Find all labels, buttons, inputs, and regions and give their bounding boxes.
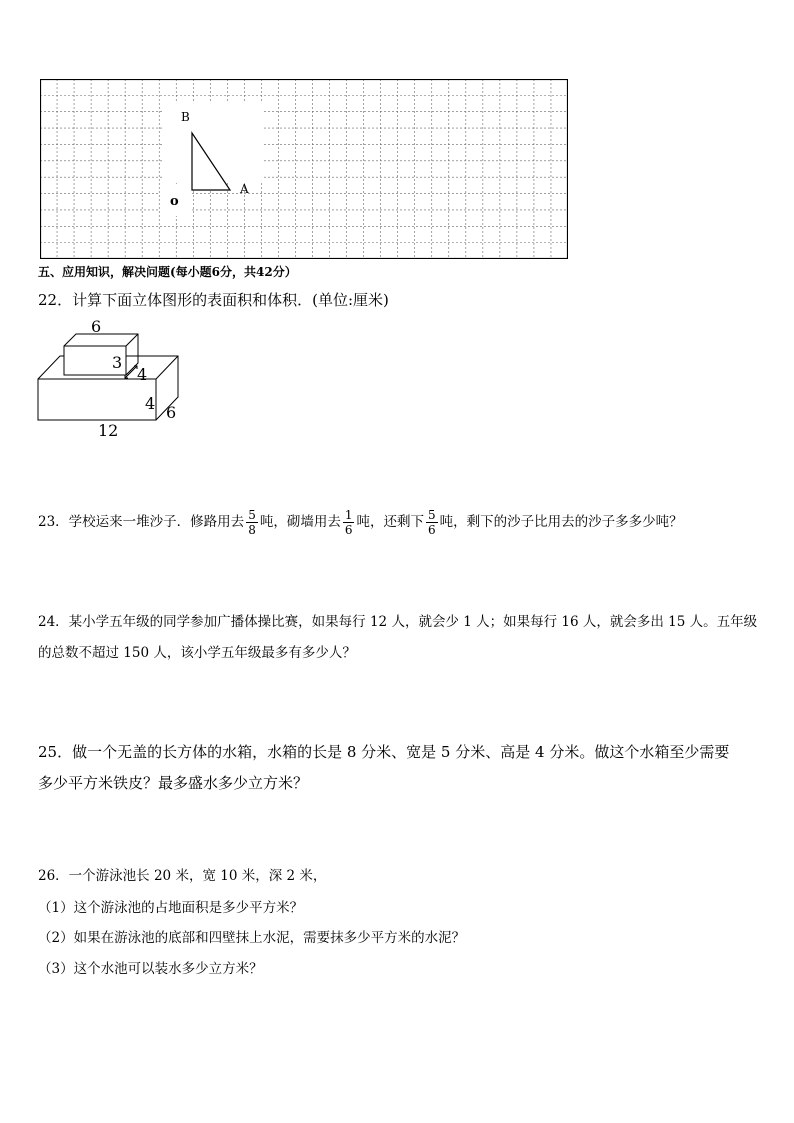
q23-text-4: 吨，剩下的沙子比用去的沙子多多少吨？ [439,514,683,530]
bottom-width-label: 6 [166,403,177,422]
frac1-denominator: 8 [248,523,256,537]
stacked-cuboid-figure [36,316,186,440]
question-24-line-2: 的总数不超过 150 人，该小学五年级最多有多少人？ [38,645,356,661]
fraction-1-6 [343,508,355,537]
question-22: 22．计算下面立体图形的表面积和体积．(单位:厘米) [38,291,389,309]
width-arrow [125,366,137,378]
point-a-label: A [240,182,249,196]
question-26-sub-3: （3）这个水池可以装水多少立方米？ [38,961,263,977]
grid-figure [40,79,568,259]
q23-text-1: 23．学校运来一堆沙子．修路用去 [38,514,245,530]
grid-lines [40,79,568,259]
question-25-line-2: 多少平方米铁皮？最多盛水多少立方米？ [38,774,309,792]
frac3-denominator: 6 [427,523,436,537]
section-title: 五、应用知识，解决问题(每小题6分，共42分） [38,265,297,279]
fraction-5-6 [426,508,438,537]
grid-border [41,80,568,259]
top-cuboid-edge [126,334,138,346]
question-26-intro: 26．一个游泳池长 20 米，宽 10 米，深 2 米， [38,868,327,884]
fraction-5-8 [246,508,258,537]
bottom-cuboid-front [38,379,156,420]
frac3-numerator: 5 [427,508,436,522]
q23-text-3: 吨，还剩下 [356,514,424,530]
bottom-length-label: 12 [98,421,119,440]
question-24-line-1: 24．某小学五年级的同学参加广播体操比赛，如果每行 12 人，就会少 1 人；如果每行 16 人，就会多出 15 人。五年级 [38,614,758,630]
question-26-sub-2: （2）如果在游泳池的底部和四壁抹上水泥，需要抹多少平方米的水泥？ [38,930,466,946]
question-25-line-1: 25．做一个无盖的长方体的水箱，水箱的长是 8 分米、宽是 5 分米、高是 4 分米。做这个水箱至少需要 [38,743,730,761]
top-length-label: 6 [91,317,102,336]
frac2-denominator: 6 [344,523,353,537]
bottom-height-label: 4 [145,394,156,413]
bottom-cuboid-edge [156,356,178,379]
question-23 [38,508,683,537]
frac2-numerator: 1 [344,508,353,522]
frac1-numerator: 5 [248,508,256,522]
q23-text-2: 吨，砌墙用去 [259,514,341,530]
top-height-label: 3 [112,353,123,372]
point-o-label: o [170,194,179,209]
question-26-sub-1: （1）这个游泳池的占地面积是多少平方米？ [38,900,304,916]
top-width-label: 4 [137,365,148,384]
point-b-label: B [181,110,190,124]
